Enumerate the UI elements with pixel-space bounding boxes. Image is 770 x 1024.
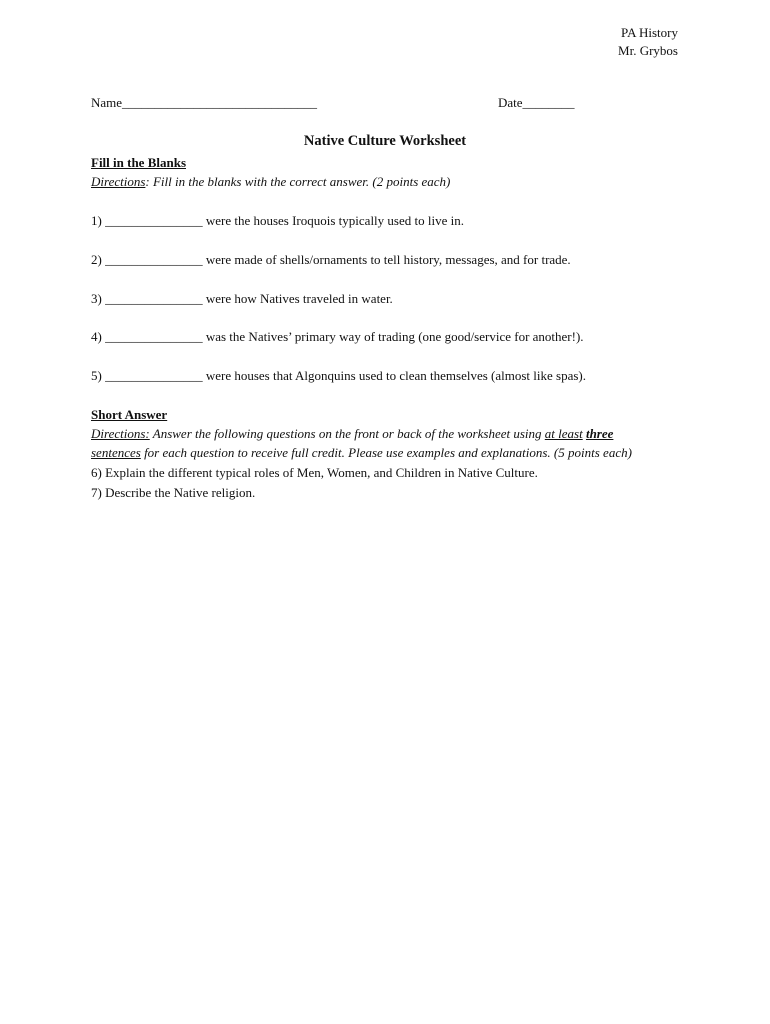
emphasis-at-least: at least [544, 426, 583, 441]
question-2: 2) _______________ were made of shells/ornaments to tell history, messages, and for trade. [91, 252, 571, 267]
fill-in-directions [91, 174, 450, 190]
directions-label: Directions [91, 174, 146, 189]
short-answer-directions-line-1 [91, 426, 613, 442]
question-7: 7) Describe the Native religion. [91, 485, 256, 500]
directions-label: Directions: [91, 426, 150, 441]
directions-text-cont: for each question to receive full credit. Please use examples and explanations. (5 points each) [140, 445, 632, 460]
question-6: 6) Explain the different typical roles of Men, Women, and Children in Native Culture. [91, 465, 538, 480]
question-1: 1) _______________ were the houses Iroquois typically used to live in. [91, 213, 464, 228]
teacher-name: Mr. Grybos [618, 43, 678, 58]
question-3: 3) _______________ were how Natives traveled in water. [91, 291, 393, 306]
worksheet-title: Native Culture Worksheet [303, 133, 467, 149]
name-field: Name______________________________ [91, 95, 318, 110]
header-info [618, 24, 678, 60]
question-5: 5) _______________ were houses that Algonquins used to clean themselves (almost like spas). [91, 368, 587, 383]
short-answer-heading: Short Answer [91, 407, 168, 422]
short-answer-directions-line-2 [91, 445, 632, 461]
directions-text: Answer the following questions on the front or back of the worksheet using [149, 426, 545, 441]
emphasis-three: three [585, 426, 614, 441]
directions-text: : Fill in the blanks with the correct answer. (2 points each) [145, 174, 451, 189]
fill-in-heading: Fill in the Blanks [91, 155, 186, 170]
emphasis-sentences: sentences [91, 445, 141, 460]
question-4: 4) _______________ was the Natives’ primary way of trading (one good/service for another!). [91, 329, 584, 344]
course-name: PA History [621, 25, 678, 40]
date-field: Date________ [498, 95, 575, 110]
